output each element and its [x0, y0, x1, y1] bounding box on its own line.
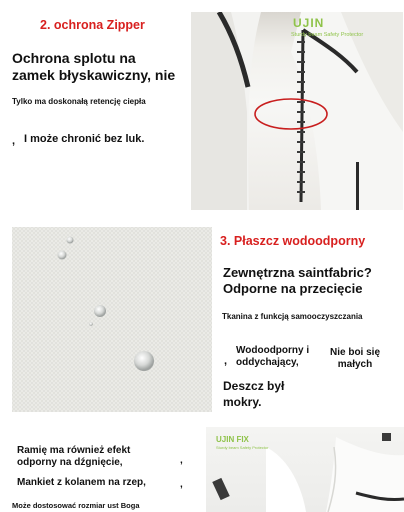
section3-cuff-text: Mankiet z kolanem na rzep, — [17, 477, 146, 488]
waterproof-fabric-photo — [12, 227, 212, 412]
section1-sub: Tylko ma doskonałą retencję ciepła — [12, 97, 146, 106]
zipper-jacket-illustration — [191, 12, 403, 210]
feature-waterproof: Wodoodporny i oddychający, — [236, 345, 310, 368]
section1-comma: , — [12, 135, 16, 147]
brand-logo-small-tagline: Sturdy beam Safety Protector — [216, 445, 269, 450]
brand-logo: UJIN — [293, 16, 325, 30]
section2-rain-text: Deszcz był mokry. — [223, 379, 285, 409]
jacket-cuff-photo — [206, 427, 404, 512]
section3-size-text: Może dostosować rozmiar ust Boga — [12, 501, 140, 510]
section1-title: 2. ochrona Zipper — [40, 18, 145, 32]
section2-title: 3. Płaszcz wodoodporny — [220, 234, 366, 248]
fabric-texture-illustration — [12, 227, 212, 412]
section3-shoulder-text: Ramię ma również efekt odporny na dźgnięcie, — [17, 445, 131, 468]
brand-logo-tagline: Sturdy beam Safety Protector — [291, 32, 364, 38]
feature-not-afraid: Nie boi się małych — [330, 347, 381, 370]
section2-headline: Zewnętrzna saintfabric? Odporne na przecięcie — [223, 265, 372, 296]
section3-comma1: , — [180, 455, 183, 466]
brand-logo-small: UJIN FIX — [216, 435, 249, 444]
section1-headline: Ochrona splotu na zamek błyskawiczny, nie — [12, 50, 176, 83]
section2-sub: Tkanina z funkcją samooczyszczania — [222, 312, 363, 321]
section1-line2: I może chronić bez luk. — [24, 133, 145, 145]
section3-comma2: , — [180, 479, 183, 490]
zipper-photo — [191, 12, 403, 210]
section2-comma: , — [224, 355, 228, 367]
